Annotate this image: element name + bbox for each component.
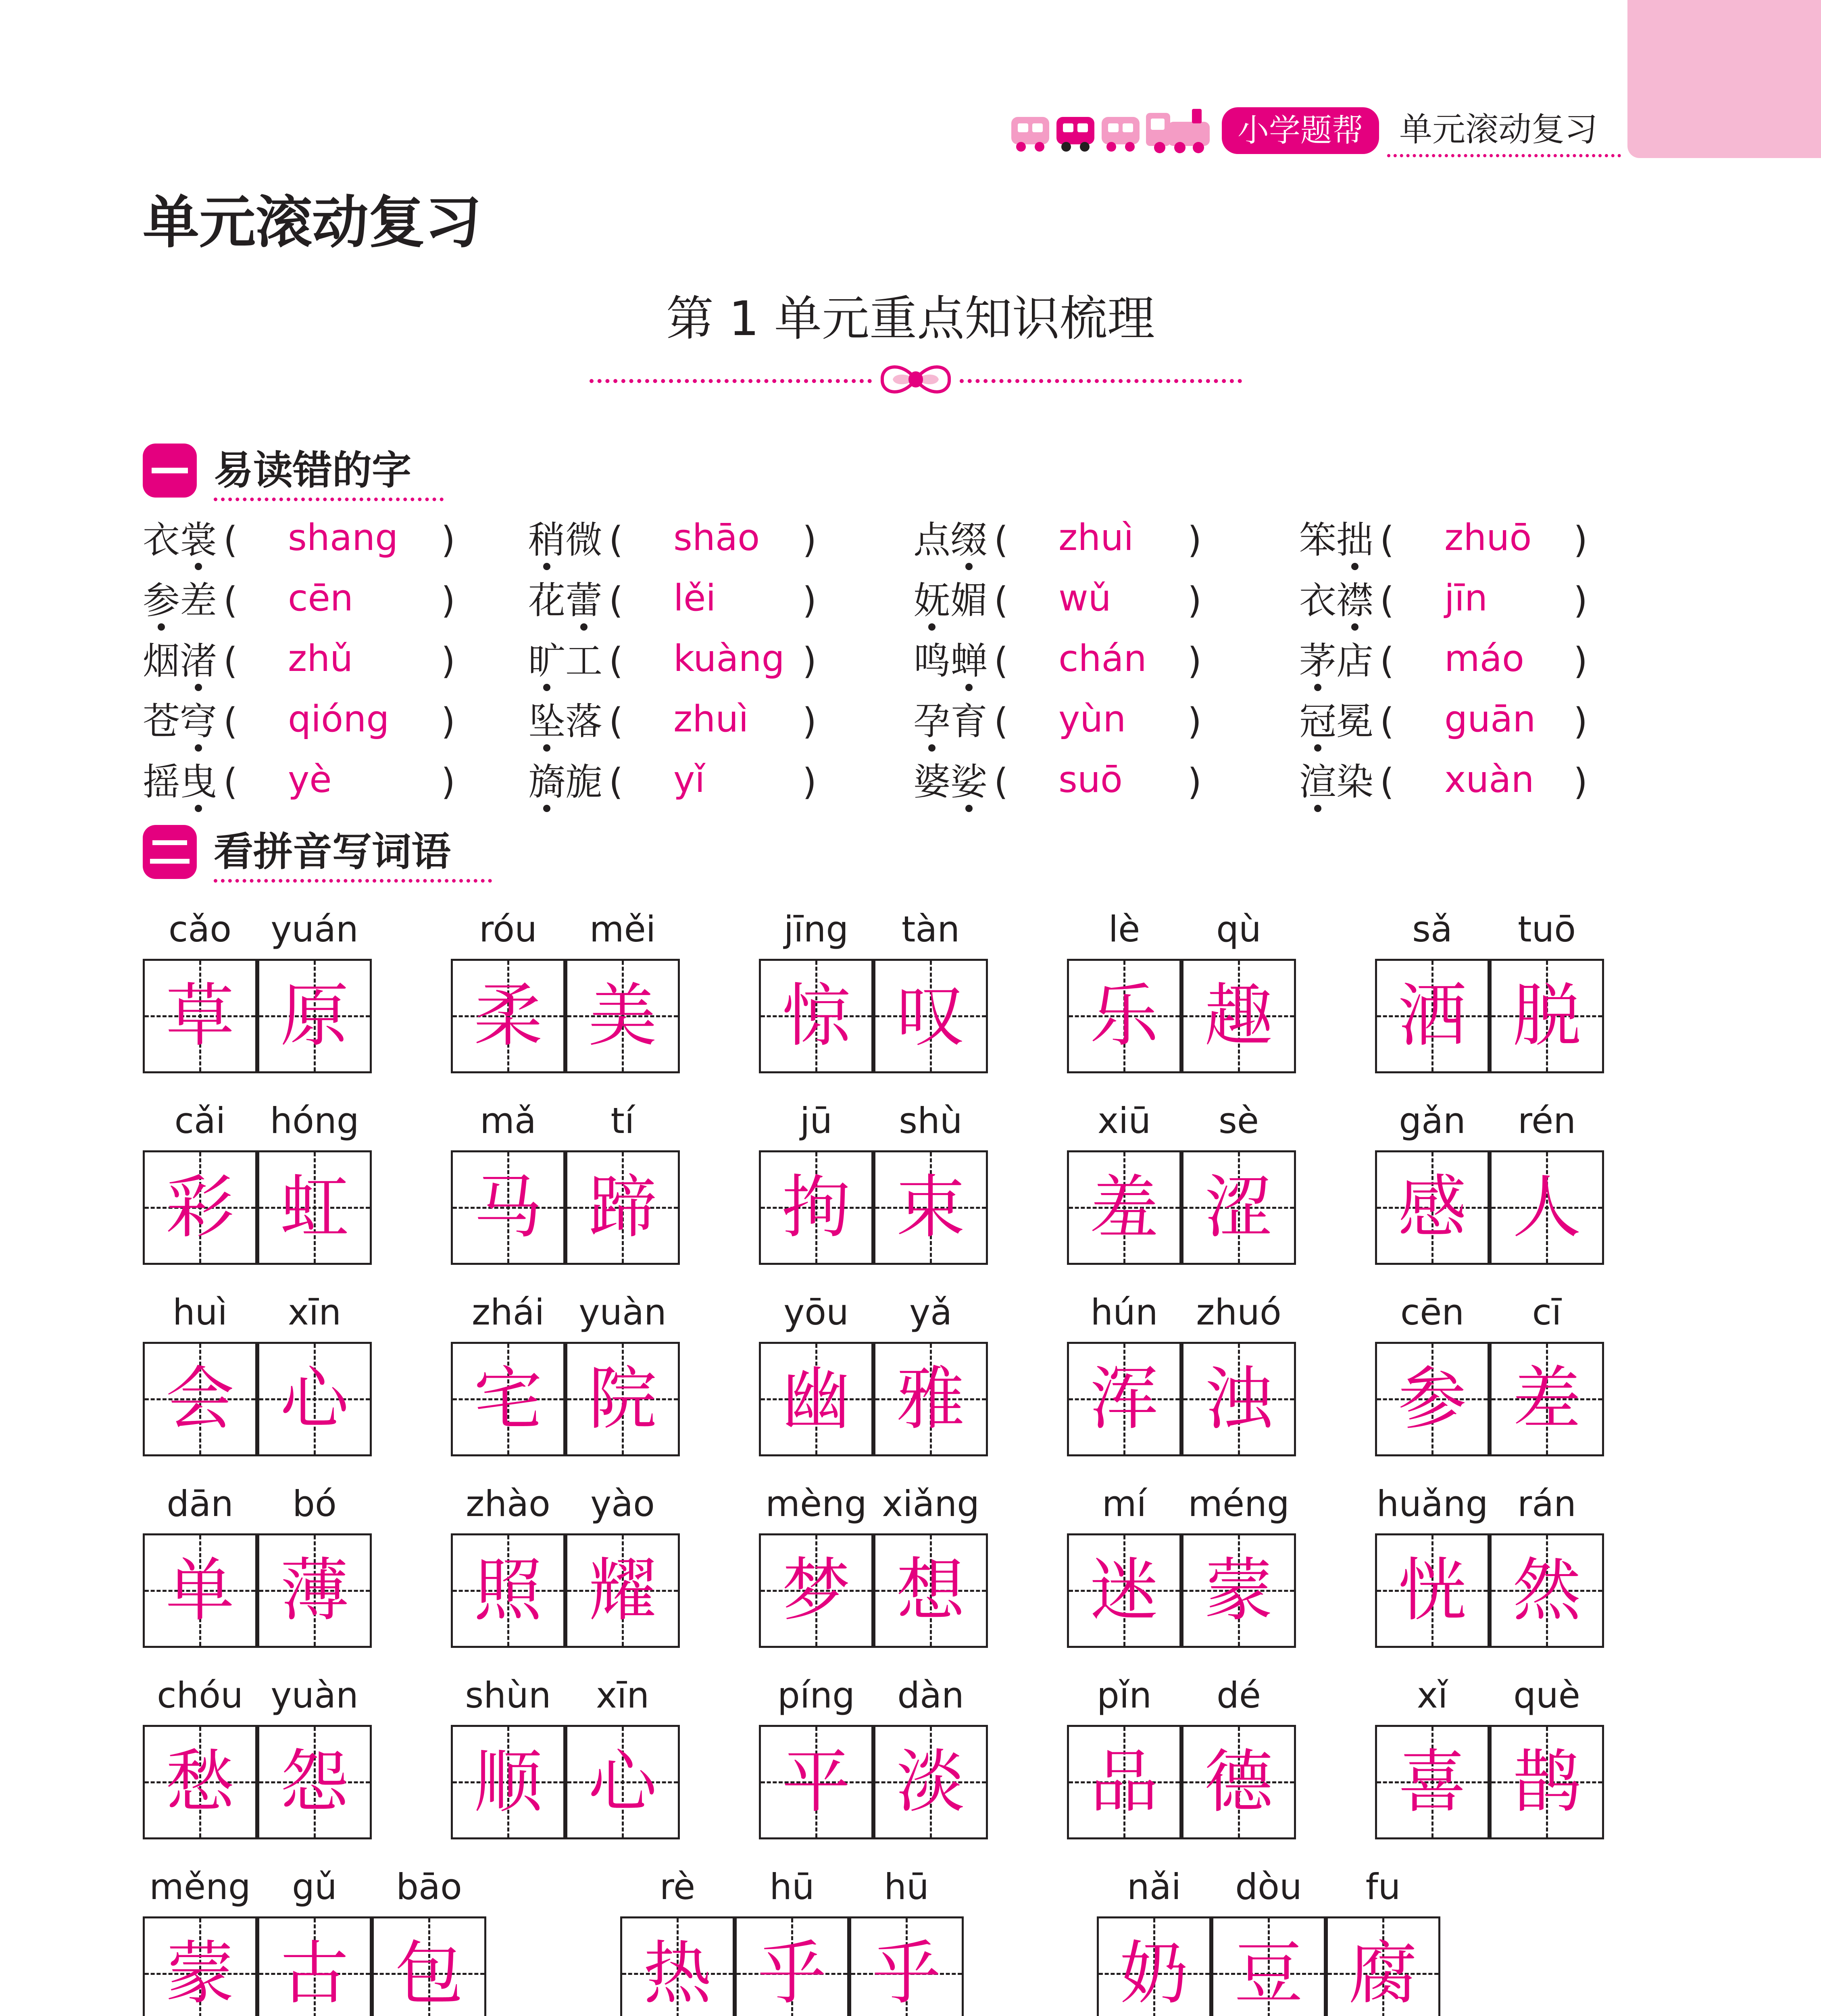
pinyin-answer: wǔ (1058, 577, 1111, 619)
pinyin-label: rén (1517, 1100, 1576, 1141)
hanzi-answer: 马 (473, 1168, 542, 1248)
pinyin-label: méng (1188, 1483, 1290, 1524)
misread-word: 孕育 (913, 698, 988, 746)
tianzige-box (451, 1150, 565, 1265)
pinyin-label: qù (1216, 908, 1261, 950)
open-paren: ( (609, 519, 623, 561)
tianzige-box (1375, 1533, 1490, 1648)
close-paren: ) (802, 700, 817, 743)
pinyin-label: mǎ (480, 1100, 536, 1141)
open-paren: ( (1380, 519, 1394, 561)
tianzige-box (451, 1342, 565, 1456)
divider (590, 379, 872, 383)
hanzi-answer: 古 (280, 1934, 349, 2014)
pinyin-label: tí (610, 1100, 635, 1141)
page-title: 单元滚动复习 (143, 190, 482, 256)
tianzige-box (1375, 1150, 1490, 1265)
hanzi-answer: 梦 (781, 1551, 850, 1631)
hanzi-answer: 参 (1398, 1359, 1467, 1439)
hanzi-answer: 顺 (473, 1742, 542, 1822)
pinyin-label: dān (167, 1483, 233, 1524)
pinyin-answer: guān (1444, 698, 1536, 740)
pinyin-answer: chán (1058, 637, 1147, 680)
hanzi-answer: 院 (588, 1359, 657, 1439)
hanzi-answer: 照 (473, 1551, 542, 1631)
hanzi-answer: 脱 (1512, 976, 1581, 1056)
hanzi-answer: 喜 (1398, 1742, 1467, 1822)
hanzi-answer: 乐 (1090, 976, 1158, 1056)
pinyin-label: nǎi (1127, 1866, 1181, 1908)
tianzige-box (1490, 1725, 1604, 1839)
tianzige-box (1375, 1725, 1490, 1839)
pinyin-label: rè (659, 1866, 696, 1908)
train-car-icon (1053, 110, 1098, 154)
hanzi-answer: 想 (896, 1551, 965, 1631)
hanzi-answer: 耀 (588, 1551, 657, 1631)
close-paren: ) (1573, 761, 1588, 803)
hanzi-answer: 彩 (165, 1168, 234, 1248)
bow-icon (878, 361, 953, 398)
tianzige-box (1490, 959, 1604, 1073)
pinyin-answer: shang (288, 516, 398, 559)
pinyin-answer: lěi (673, 577, 716, 619)
open-paren: ( (609, 640, 623, 682)
close-paren: ) (1573, 579, 1588, 622)
tianzige-box (257, 1150, 372, 1265)
tianzige-box (565, 1342, 680, 1456)
pinyin-label: xīn (596, 1674, 650, 1716)
pinyin-label: xiū (1097, 1100, 1151, 1141)
pinyin-label: měng (149, 1866, 251, 1908)
hanzi-answer: 雅 (896, 1359, 965, 1439)
hanzi-answer: 热 (643, 1934, 712, 2014)
section-underline (214, 879, 492, 883)
pinyin-label: róu (479, 908, 537, 950)
section-badge (143, 444, 197, 498)
pinyin-label: sǎ (1412, 908, 1452, 950)
pinyin-label: yuàn (271, 1674, 358, 1716)
tianzige-box (735, 1916, 849, 2016)
hanzi-answer: 叹 (896, 976, 965, 1056)
pinyin-label: bāo (396, 1866, 462, 1908)
pinyin-label: tàn (901, 908, 960, 950)
hanzi-answer: 感 (1398, 1168, 1467, 1248)
tianzige-box (1375, 1342, 1490, 1456)
pinyin-label: cǎi (174, 1100, 226, 1141)
misread-word: 稍微 (528, 516, 602, 564)
header-brand: 小学题帮 (1222, 107, 1379, 154)
misread-word: 茅店 (1299, 637, 1373, 685)
tianzige-box (257, 1533, 372, 1648)
hanzi-answer: 柔 (473, 976, 542, 1056)
open-paren: ( (1380, 761, 1394, 803)
tianzige-box (372, 1916, 486, 2016)
pinyin-answer: kuàng (673, 637, 785, 680)
open-paren: ( (1380, 579, 1394, 622)
tianzige-box (1181, 1150, 1296, 1265)
open-paren: ( (223, 519, 238, 561)
pinyin-label: yuàn (579, 1291, 667, 1333)
close-paren: ) (441, 519, 456, 561)
hanzi-answer: 鹊 (1512, 1742, 1581, 1822)
open-paren: ( (994, 640, 1008, 682)
tianzige-box (565, 1150, 680, 1265)
tianzige-box (257, 959, 372, 1073)
corner-tab (1627, 0, 1821, 158)
hanzi-answer: 惊 (781, 976, 850, 1056)
open-paren: ( (223, 640, 238, 682)
tianzige-box (849, 1916, 964, 2016)
pinyin-label: lè (1108, 908, 1140, 950)
hanzi-answer: 美 (588, 976, 657, 1056)
misread-word: 冠冕 (1299, 698, 1373, 746)
pinyin-answer: yǐ (673, 758, 705, 801)
close-paren: ) (1188, 579, 1202, 622)
hanzi-answer: 德 (1204, 1742, 1273, 1822)
open-paren: ( (1380, 640, 1394, 682)
tianzige-box (873, 959, 988, 1073)
misread-word: 花蕾 (528, 577, 602, 625)
open-paren: ( (609, 700, 623, 743)
tianzige-box (565, 1725, 680, 1839)
tianzige-box (565, 959, 680, 1073)
hanzi-answer: 包 (394, 1934, 463, 2014)
pinyin-answer: yùn (1058, 698, 1126, 740)
hanzi-answer: 豆 (1234, 1934, 1303, 2014)
open-paren: ( (1380, 700, 1394, 743)
hanzi-answer: 趣 (1204, 976, 1273, 1056)
pinyin-label: hū (884, 1866, 929, 1908)
misread-word: 烟渚 (143, 637, 217, 685)
tianzige-box (143, 959, 257, 1073)
tianzige-box (1181, 1533, 1296, 1648)
misread-word: 旷工 (528, 637, 602, 685)
header-subtitle: 单元滚动复习 (1399, 110, 1598, 149)
close-paren: ) (1573, 519, 1588, 561)
pinyin-label: xīn (288, 1291, 342, 1333)
pinyin-label: dé (1217, 1674, 1261, 1716)
pinyin-answer: qióng (288, 698, 390, 740)
pinyin-label: rán (1517, 1483, 1576, 1524)
hanzi-answer: 薄 (280, 1551, 349, 1631)
pinyin-label: yōu (783, 1291, 849, 1333)
pinyin-answer: shāo (673, 516, 760, 559)
misread-word: 苍穹 (143, 698, 217, 746)
hanzi-answer: 蒙 (1204, 1551, 1273, 1631)
tianzige-box (1067, 1533, 1181, 1648)
hanzi-answer: 愁 (165, 1742, 234, 1822)
pinyin-label: cī (1532, 1291, 1562, 1333)
close-paren: ) (1573, 640, 1588, 682)
tianzige-box (1097, 1916, 1211, 2016)
misread-word: 鸣蝉 (913, 637, 988, 685)
pinyin-label: shùn (465, 1674, 551, 1716)
pinyin-answer: zhǔ (288, 637, 353, 680)
close-paren: ) (441, 761, 456, 803)
close-paren: ) (441, 640, 456, 682)
hanzi-answer: 浊 (1204, 1359, 1273, 1439)
tianzige-box (143, 1150, 257, 1265)
misread-word: 衣裳 (143, 516, 217, 564)
hanzi-answer: 心 (280, 1359, 349, 1439)
pinyin-label: mèng (765, 1483, 867, 1524)
hanzi-answer: 幽 (781, 1359, 850, 1439)
hanzi-answer: 羞 (1090, 1168, 1158, 1248)
tianzige-box (143, 1533, 257, 1648)
section-underline (214, 498, 444, 501)
tianzige-box (759, 1725, 873, 1839)
open-paren: ( (223, 761, 238, 803)
train-car-icon (1008, 110, 1052, 154)
misread-word: 妩媚 (913, 577, 988, 625)
pinyin-label: cēn (1400, 1291, 1465, 1333)
tianzige-box (1181, 959, 1296, 1073)
divider (960, 379, 1242, 383)
pinyin-label: jīng (783, 908, 849, 950)
pinyin-label: sè (1219, 1100, 1259, 1141)
hanzi-answer: 心 (588, 1742, 657, 1822)
hanzi-answer: 恍 (1398, 1551, 1467, 1631)
tianzige-box (1375, 959, 1490, 1073)
hanzi-answer: 平 (781, 1742, 850, 1822)
tianzige-box (759, 1342, 873, 1456)
tianzige-box (1067, 1150, 1181, 1265)
tianzige-box (1181, 1342, 1296, 1456)
pinyin-label: bó (292, 1483, 337, 1524)
tianzige-box (1067, 1342, 1181, 1456)
tianzige-box (873, 1342, 988, 1456)
misread-word: 婆娑 (913, 758, 988, 806)
hanzi-answer: 怨 (280, 1742, 349, 1822)
train-car-icon (1098, 110, 1143, 154)
hanzi-answer: 人 (1512, 1168, 1581, 1248)
open-paren: ( (994, 700, 1008, 743)
pinyin-answer: zhuì (1058, 516, 1134, 559)
misread-word: 衣襟 (1299, 577, 1373, 625)
pinyin-label: xǐ (1417, 1674, 1448, 1716)
close-paren: ) (802, 519, 817, 561)
tianzige-box (873, 1725, 988, 1839)
hanzi-answer: 涩 (1204, 1168, 1273, 1248)
hanzi-answer: 腐 (1348, 1934, 1417, 2014)
hanzi-answer: 蹄 (588, 1168, 657, 1248)
pinyin-answer: xuàn (1444, 758, 1534, 801)
hanzi-answer: 浑 (1090, 1359, 1158, 1439)
unit-title: 第 1 单元重点知识梳理 (666, 291, 1155, 346)
tianzige-box (143, 1725, 257, 1839)
section-title: 看拼音写词语 (214, 829, 451, 875)
pinyin-answer: zhuì (673, 698, 749, 740)
pinyin-answer: yè (288, 758, 332, 801)
hanzi-answer: 乎 (872, 1934, 941, 2014)
tianzige-box (1490, 1150, 1604, 1265)
pinyin-label: fu (1365, 1866, 1401, 1908)
hanzi-answer: 乎 (757, 1934, 826, 2014)
open-paren: ( (609, 761, 623, 803)
tianzige-box (759, 1533, 873, 1648)
hanzi-answer: 蒙 (165, 1934, 234, 2014)
open-paren: ( (994, 519, 1008, 561)
tianzige-box (1067, 959, 1181, 1073)
misread-word: 旖旎 (528, 758, 602, 806)
pinyin-label: zhái (471, 1291, 545, 1333)
pinyin-answer: cēn (288, 577, 353, 619)
pinyin-label: měi (589, 908, 656, 950)
tianzige-box (257, 1916, 372, 2016)
pinyin-label: tuō (1517, 908, 1576, 950)
pinyin-label: hóng (270, 1100, 359, 1141)
hanzi-answer: 迷 (1090, 1551, 1158, 1631)
tianzige-box (451, 959, 565, 1073)
tianzige-box (620, 1916, 735, 2016)
tianzige-box (143, 1342, 257, 1456)
train-engine-icon (1144, 97, 1212, 154)
header-underline (1387, 154, 1621, 157)
pinyin-label: chóu (157, 1674, 243, 1716)
hanzi-answer: 品 (1090, 1742, 1158, 1822)
pinyin-label: pǐn (1096, 1674, 1152, 1716)
pinyin-answer: suō (1058, 758, 1123, 801)
pinyin-answer: jīn (1444, 577, 1488, 619)
hanzi-answer: 奶 (1119, 1934, 1188, 2014)
misread-word: 摇曳 (143, 758, 217, 806)
pinyin-label: yǎ (909, 1291, 952, 1333)
tianzige-box (565, 1533, 680, 1648)
tianzige-box (1490, 1533, 1604, 1648)
misread-word: 笨拙 (1299, 516, 1373, 564)
close-paren: ) (1188, 640, 1202, 682)
pinyin-label: huǎng (1376, 1483, 1488, 1524)
tianzige-box (1181, 1725, 1296, 1839)
hanzi-answer: 草 (165, 976, 234, 1056)
hanzi-answer: 束 (896, 1168, 965, 1248)
hanzi-answer: 洒 (1398, 976, 1467, 1056)
tianzige-box (1211, 1916, 1326, 2016)
misread-word: 坠落 (528, 698, 602, 746)
tianzige-box (759, 959, 873, 1073)
open-paren: ( (609, 579, 623, 622)
open-paren: ( (994, 761, 1008, 803)
pinyin-label: gǎn (1399, 1100, 1466, 1141)
tianzige-box (1490, 1342, 1604, 1456)
tianzige-box (873, 1150, 988, 1265)
section-badge (143, 825, 197, 879)
close-paren: ) (441, 700, 456, 743)
pinyin-label: hún (1090, 1291, 1158, 1333)
hanzi-answer: 原 (280, 976, 349, 1056)
tianzige-box (873, 1533, 988, 1648)
tianzige-box (257, 1725, 372, 1839)
section-title: 易读错的字 (214, 448, 412, 494)
hanzi-answer: 宅 (473, 1359, 542, 1439)
hanzi-answer: 拘 (781, 1168, 850, 1248)
pinyin-label: zhuó (1196, 1291, 1281, 1333)
close-paren: ) (1188, 519, 1202, 561)
hanzi-answer: 差 (1512, 1359, 1581, 1439)
hanzi-answer: 然 (1512, 1551, 1581, 1631)
open-paren: ( (223, 700, 238, 743)
pinyin-label: cǎo (168, 908, 232, 950)
hanzi-answer: 淡 (896, 1742, 965, 1822)
close-paren: ) (802, 640, 817, 682)
tianzige-box (451, 1725, 565, 1839)
pinyin-label: xiǎng (881, 1483, 980, 1524)
pinyin-label: shù (899, 1100, 963, 1141)
pinyin-label: huì (173, 1291, 227, 1333)
pinyin-label: gǔ (292, 1866, 337, 1908)
tianzige-box (759, 1150, 873, 1265)
pinyin-label: jū (800, 1100, 833, 1141)
pinyin-label: mí (1102, 1483, 1147, 1524)
pinyin-label: yào (590, 1483, 655, 1524)
close-paren: ) (1573, 700, 1588, 743)
tianzige-box (257, 1342, 372, 1456)
close-paren: ) (802, 579, 817, 622)
misread-word: 渲染 (1299, 758, 1373, 806)
close-paren: ) (1188, 761, 1202, 803)
pinyin-label: yuán (271, 908, 358, 950)
close-paren: ) (802, 761, 817, 803)
pinyin-answer: zhuō (1444, 516, 1532, 559)
hanzi-answer: 单 (165, 1551, 234, 1631)
pinyin-label: hū (769, 1866, 815, 1908)
hanzi-answer: 会 (165, 1359, 234, 1439)
tianzige-box (451, 1533, 565, 1648)
open-paren: ( (994, 579, 1008, 622)
tianzige-box (1326, 1916, 1440, 2016)
close-paren: ) (1188, 700, 1202, 743)
pinyin-label: dàn (897, 1674, 964, 1716)
tianzige-box (1067, 1725, 1181, 1839)
hanzi-answer: 虹 (280, 1168, 349, 1248)
close-paren: ) (441, 579, 456, 622)
pinyin-label: què (1513, 1674, 1580, 1716)
open-paren: ( (223, 579, 238, 622)
pinyin-label: píng (777, 1674, 855, 1716)
pinyin-label: dòu (1235, 1866, 1302, 1908)
tianzige-box (143, 1916, 257, 2016)
pinyin-label: zhào (466, 1483, 550, 1524)
misread-word: 点缀 (913, 516, 988, 564)
misread-word: 参差 (143, 577, 217, 625)
pinyin-answer: máo (1444, 637, 1524, 680)
